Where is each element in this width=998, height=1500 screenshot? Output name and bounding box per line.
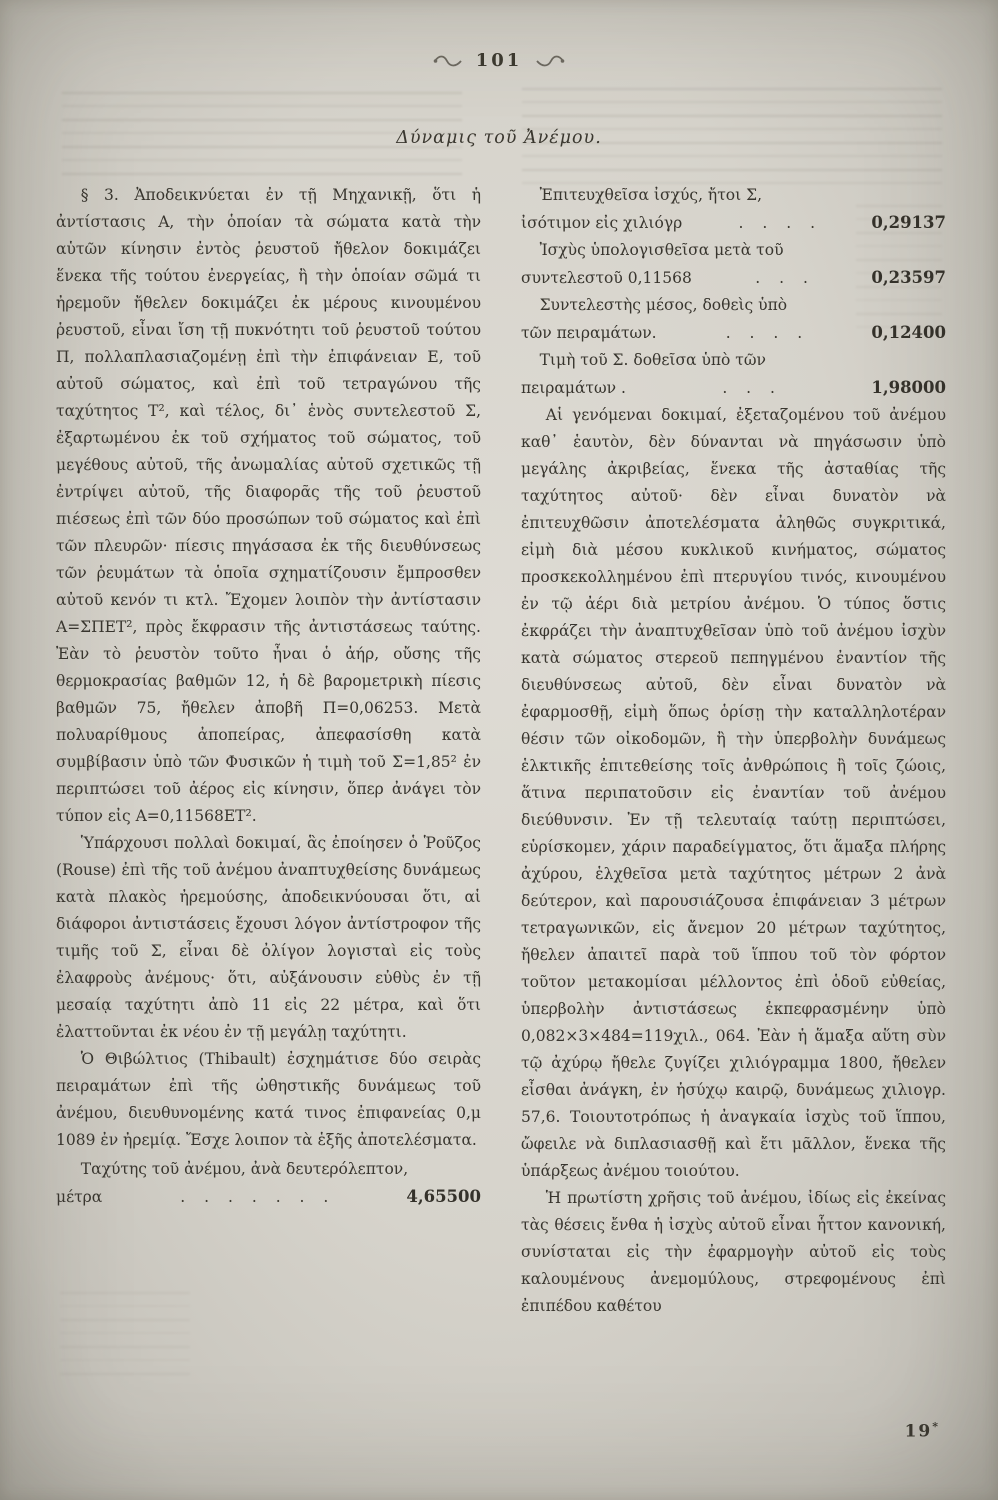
result-row [521,347,946,402]
wind-speed-value: 4,65500 [406,1187,481,1206]
paragraph: § 3. Ἀποδεικνύεται ἐν τῇ Μηχανικῇ, ὅτι ἡ ἀντίστασις Α, τὴν ὁποίαν τὰ σώματα κατὰ τὴν αὑτῶν κίνησιν ἐντὸς ῥευστοῦ ἤθελον δοκιμάζει ἕνεκα τῆς τούτου ἐνεργείας, ἢ τὴν ὁποίαν σῶμά τι ἠρεμοῦν ἤθελεν δοκιμάζει ἐκ μέρους κινουμένου ῥευστοῦ, εἶναι ἴση τῇ πυκνότητι τοῦ ῥευστοῦ τούτου Π, πολλαπλασιαζομένῃ ἐπὶ τὴν ἐπιφάνειαν Ε, τοῦ αὐτοῦ σώματος, καὶ ἐπὶ τοῦ τετραγώνου τῆς ταχύτητος Τ², καὶ τέλος, δι᾽ ἑνὸς συντελεστοῦ Σ, ἐξαρτωμένου ἐκ τοῦ σχήματος τοῦ σώματος, τοῦ μεγέθους αὐτοῦ, τῆς ἀνωμαλίας αὐτοῦ σχετικῶς τῇ ἐντρίψει αὐτοῦ, τῆς διαφορᾶς τῆς τοῦ ῥευστοῦ πιέσεως ἐπὶ τῶν δύο προσώπων τοῦ σώματος καὶ ἐπὶ τῶν πλευρῶν· πίεσις πηγάσασα ἐκ τῆς διευθύνσεως τῶν ῥευμάτων τὰ ὁποῖα σχηματίζουσιν ἔμπροσθεν αὐτοῦ κενόν τι κτλ. Ἔχομεν λοιπὸν τὴν ἀντίστασιν Α=ΣΠΕΤ², πρὸς ἔκφρασιν τῆς ἀντιστάσεως ταύτης. Ἐὰν τὸ ῥευστὸν τοῦτο ἦναι ὁ ἀήρ, οὔσης τῆς θερμοκρασίας βαθμῶν 12, ἡ δὲ βαρομετρικὴ πίεσις βαθμῶν 75, ἤθελεν ἀποβῆ Π=0,06253. Μετὰ πολυαρίθμους ἀποπείρας, ἀπεφασίσθη κατὰ συμβίβασιν ὑπὸ τῶν Φυσικῶν ἡ τιμὴ τοῦ Σ=1,85² ἐν περιπτώσει τοῦ ἀέρος εἰς κίνησιν, ὅπερ ἀνάγει τὸν τύπον εἰς Α=0,11568ΕΤ². [56,186,481,825]
page-number: 101 [475,50,523,71]
result-label-line1: Τιμὴ τοῦ Σ. δοθεῖσα ὑπὸ τῶν [539,351,766,369]
right-column [521,182,946,1320]
two-column-text [56,182,946,1320]
signature-mark [905,1420,940,1442]
wind-speed-label-line2: μέτρα [56,1188,103,1206]
header-ornament-left-icon [433,54,463,68]
result-label-line2: ἰσότιμον εἰς χιλιόγρ [521,214,683,232]
page-header [0,50,998,71]
result-row [521,182,946,237]
dot-leader: . . . . . . . [180,1188,329,1206]
signature-star: * [932,1420,940,1434]
dot-leader: . . . [722,379,775,397]
wind-speed-label-line1: Ταχύτης τοῦ ἀνέμου, ἀνὰ δευτερόλεπτον, [80,1160,409,1178]
paragraph: Ὑπάρχουσι πολλαὶ δοκιμαί, ἃς ἐποίησεν ὁ Ῥοῦζος (Rouse) ἐπὶ τῆς τοῦ ἀνέμου ἀναπτυχθείσης δυνάμεως κατὰ πλακὸς ἠρεμούσης, ἀποδεικνύουσαι ὅτι, αἱ διάφοροι ἀντιστάσεις ἔχουσι λόγον ἀντίστροφον τῆς τιμῆς τοῦ Σ, εἶναι δὲ ὀλίγον λογισταὶ εἰς τοὺς ἐλαφροὺς ἀνέμους· ὅτι, αὐξάνουσιν εὐθὺς ἐν τῇ μεσαίᾳ ταχύτητι ἀπὸ 11 εἰς 22 μέτρα, καὶ ὅτι ἐλαττοῦνται ἐκ νέου ἐν τῇ μεγάλῃ ταχύτητι. [56,834,481,1041]
paragraph: Ἡ πρωτίστη χρῆσις τοῦ ἀνέμου, ἰδίως εἰς ἐκείνας τὰς θέσεις ἔνθα ἡ ἰσχὺς αὐτοῦ εἶναι ἧττον κανονική, συνίσταται εἰς τὴν ἐφαρμογὴν αὐτοῦ εἰς τοὺς καλουμένους ἀνεμομύλους, στρεφομένους ἐπὶ ἐπιπέδου καθέτου [521,1189,946,1315]
result-value: 0,23597 [871,268,946,287]
result-value: 0,29137 [871,213,946,232]
result-value-line [521,374,946,402]
left-column [56,182,481,1320]
result-value-line [521,209,946,237]
wind-speed-line [56,1156,481,1211]
section-title: Δύναμις τοῦ Ἀνέμου. [396,128,602,148]
result-value: 1,98000 [871,378,946,397]
paragraph: Ὁ Θιβώλτιος (Thibault) ἐσχημάτισε δύο σειρὰς πειραμάτων ἐπὶ τῆς ὠθηστικῆς δυνάμεως τοῦ ἀνέμου, διευθυνομένης κατά τινος ἐπιφανείας 0,μ 1089 ἐν ἠρεμίᾳ. Ἔσχε λοιπον τὰ ἑξῆς ἀποτελέσματα. [56,1050,481,1149]
result-label-line1: Ἐπιτευχθεῖσα ἰσχύς, ἤτοι Σ, [539,186,763,204]
result-label-line2: πειραμάτων . [521,379,626,397]
result-label-line2: τῶν πειραμάτων. [521,324,657,342]
result-value-line [521,264,946,292]
result-row [521,237,946,292]
wind-speed-value-line [56,1183,481,1211]
paragraph: Αἱ γενόμεναι δοκιμαί, ἐξεταζομένου τοῦ ἀνέμου καθ᾽ ἑαυτὸν, δὲν δύνανται νὰ πηγάσωσιν ὑπὸ μεγάλης ἀκριβείας, ἕνεκα τῆς ἀσταθίας τῆς ταχύτητος αὐτοῦ· δὲν εἶναι δυνατὸν νὰ ἐπιτευχθῶσιν ἀποτελέσματα ἀληθῶς συγκριτικά, εἰμὴ διὰ μέσου κυκλικοῦ κινήματος, σώματος προσκεκολλημένου ἐπὶ πτερυγίου τινός, κινουμένου ἐν τῷ ἀέρι διὰ μετρίου ἀνέμου. Ὁ τύπος ὅστις ἐκφράζει τὴν ἀναπτυχθεῖσαν ὑπὸ τοῦ ἀνέμου ἰσχὺν κατὰ σώματος στερεοῦ πεπηγμένου ἐναντίον τῆς διευθύνσεως αὐτοῦ, δὲν εἶναι δυνατὸν νὰ ἐφαρμοσθῇ, εἰμὴ ὅπως ὁρίσῃ τὴν καταλληλοτέραν θέσιν τῶν οἰκοδομῶν, ἢ τὴν ὑπερβολὴν δυνάμεως ἑλκτικῆς ἐπιτεθείσης τοῖς ἀνθρώποις ἢ τοῖς ζώοις, ἅτινα περιπατοῦσιν εἰς ἐναντίαν τοῦ ἀνέμου διεύθυνσιν. Ἐν τῇ τελευταίᾳ ταύτῃ περιπτώσει, εὑρίσκομεν, χάριν παραδείγματος, ὅτι ἅμαξα πλήρης ἀχύρου, ἑλχθεῖσα μετὰ ταχύτητος μέτρων 2 ἀνὰ δεύτερον, καὶ παρουσιάζουσα ἐπιφάνειαν 3 μέτρων τετραγωνικῶν, εἰς ἄνεμον 20 μέτρων ταχύτητος, ἤθελεν ἀπαιτεῖ παρὰ τοῦ ἵππου τοῦ τὸν φόρτον τοῦτον μετακομίσαι μέλλοντος ἐπὶ ὁδοῦ εὐθείας, ὑπερβολὴν ἀντιστάσεως ἐκπεφρασμένην ὑπὸ 0,082×3×484=119χιλ., 064. Ἐὰν ἡ ἅμαξα αὕτη σὺν τῷ ἀχύρῳ ἤθελε ζυγίζει χιλιόγραμμα 1800, ἤθελεν εἶσθαι ἀνάγκη, ἐν ἡσύχῳ καιρῷ, δυνάμεως χιλιογρ. 57,6. Τοιουτοτρόπως ἡ ἀναγκαία ἰσχὺς τοῦ ἵππου, ὤφειλε νὰ διπλασιασθῇ καὶ ἔτι μᾶλλον, ἕνεκα τῆς ὑπάρξεως ἀνέμου τοιούτου. [521,406,946,1180]
result-value-line [521,319,946,347]
dot-leader: . . . . [738,214,816,232]
dot-leader: . . . . [725,324,803,342]
result-label-line1: Συντελεστὴς μέσος, δοθεὶς ὑπὸ [539,296,788,314]
header-ornament-right-icon [535,54,565,68]
result-label-line1: Ἰσχὺς ὑπολογισθεῖσα μετὰ τοῦ [539,241,784,259]
signature-number: 19 [904,1422,933,1442]
result-row [521,292,946,347]
result-label-line2: συντελεστοῦ 0,11568 [521,269,692,287]
result-value: 0,12400 [871,323,946,342]
dot-leader: . . . [755,269,808,287]
